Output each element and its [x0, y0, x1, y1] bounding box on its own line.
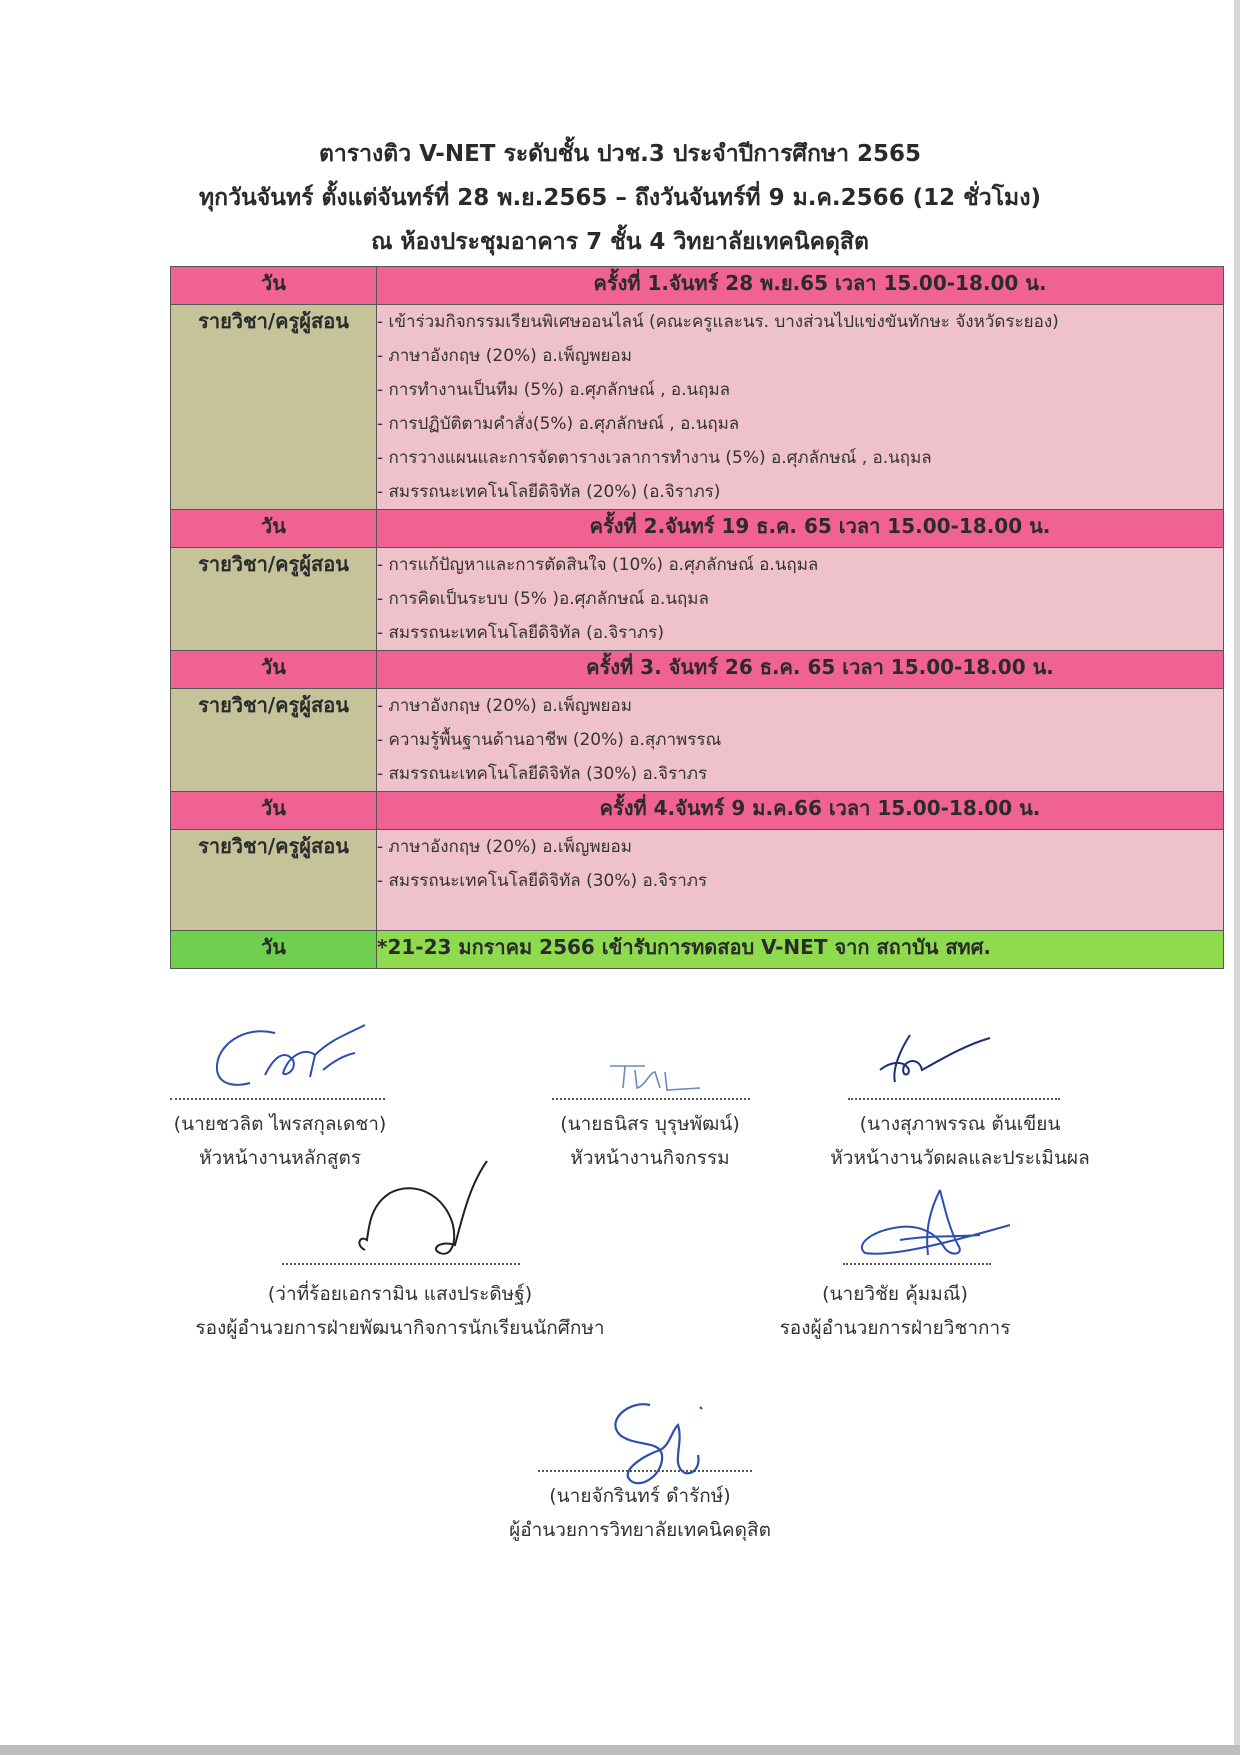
signature-mark-5 — [840, 1185, 1020, 1265]
final-note: *21-23 มกราคม 2566 เข้ารับการทดสอบ V-NET จาก สถาบัน สทศ. — [377, 931, 1224, 969]
signer-3-name: (นางสุภาพรรณ ต้นเขียน — [859, 1113, 1061, 1135]
session-2-items — [377, 548, 1224, 651]
signer-5-position: รองผู้อำนวยการฝ่ายวิชาการ — [779, 1317, 1011, 1339]
signature-mark-4 — [345, 1155, 505, 1265]
session-4-title: ครั้งที่ 4.จันทร์ 9 ม.ค.66 เวลา 15.00-18.00 น. — [377, 792, 1224, 830]
signer-5 — [740, 1277, 1050, 1345]
document-header — [0, 132, 1240, 264]
title-line-1: ตารางติว V-NET ระดับชั้น ปวช.3 ประจำปีการศึกษา 2565 — [318, 141, 922, 167]
list-item: - การวางแผนและการจัดตารางเวลาการทำงาน (5%) อ.ศุภลักษณ์ , อ.นฤมล — [377, 448, 932, 468]
signature-line — [282, 1263, 520, 1265]
session-1-body-row — [171, 305, 1224, 510]
schedule-table — [170, 266, 1224, 969]
list-item: - การปฏิบัติตามคำสั่ง(5%) อ.ศุภลักษณ์ , อ.นฤมล — [377, 414, 740, 434]
session-2-body-row — [171, 548, 1224, 651]
scan-edge-bottom — [0, 1745, 1240, 1755]
subject-label: รายวิชา/ครูผู้สอน — [171, 548, 377, 651]
list-item: - สมรรถนะเทคโนโลยีดิจิทัล (20%) (อ.จิราภร) — [377, 482, 721, 502]
list-item: - การแก้ปัญหาและการตัดสินใจ (10%) อ.ศุภลักษณ์ อ.นฤมล — [377, 555, 819, 575]
signer-4-name: (ว่าที่ร้อยเอกรามิน แสงประดิษฐ์) — [267, 1283, 533, 1305]
list-item: - ความรู้พื้นฐานด้านอาชีพ (20%) อ.สุภาพรรณ — [377, 730, 722, 750]
signer-6-name: (นายจักรินทร์ ดำรักษ์) — [549, 1485, 731, 1507]
title-line-3: ณ ห้องประชุมอาคาร 7 ชั้น 4 วิทยาลัยเทคนิคดุสิต — [371, 229, 869, 255]
session-3-title: ครั้งที่ 3. จันทร์ 26 ธ.ค. 65 เวลา 15.00-18.00 น. — [377, 651, 1224, 689]
session-1-items — [377, 305, 1224, 510]
signature-mark-3 — [870, 1030, 1000, 1090]
day-label: วัน — [171, 651, 377, 689]
session-1-header-row — [171, 267, 1224, 305]
session-3-items — [377, 689, 1224, 792]
signer-1-position: หัวหน้างานหลักสูตร — [198, 1147, 362, 1169]
subject-label: รายวิชา/ครูผู้สอน — [171, 689, 377, 792]
list-item: - สมรรถนะเทคโนโลยีดิจิทัล (อ.จิราภร) — [377, 623, 664, 643]
session-4-items — [377, 830, 1224, 931]
list-item: - การคิดเป็นระบบ (5% )อ.ศุภลักษณ์ อ.นฤมล — [377, 589, 709, 609]
signer-4-position: รองผู้อำนวยการฝ่ายพัฒนากิจการนักเรียนนักศึกษา — [195, 1317, 605, 1339]
signature-mark-2 — [605, 1058, 705, 1098]
signer-5-name: (นายวิชัย คุ้มมณี) — [822, 1283, 968, 1305]
list-item: - ภาษาอังกฤษ (20%) อ.เพ็ญพยอม — [377, 346, 632, 366]
session-3-body-row — [171, 689, 1224, 792]
signer-1-name: (นายชวลิต ไพรสกุลเดชา) — [173, 1113, 387, 1135]
day-label: วัน — [171, 267, 377, 305]
day-label: วัน — [171, 510, 377, 548]
subject-label: รายวิชา/ครูผู้สอน — [171, 305, 377, 510]
session-4-header-row — [171, 792, 1224, 830]
signature-line — [170, 1098, 385, 1100]
list-item: - ภาษาอังกฤษ (20%) อ.เพ็ญพยอม — [377, 696, 632, 716]
signer-2-position: หัวหน้างานกิจกรรม — [570, 1147, 730, 1169]
signer-4 — [150, 1277, 650, 1345]
signature-mark-1 — [205, 1015, 385, 1095]
signer-6-position: ผู้อำนวยการวิทยาลัยเทคนิคดุสิต — [509, 1519, 771, 1541]
subject-label: รายวิชา/ครูผู้สอน — [171, 830, 377, 931]
signer-6 — [470, 1479, 810, 1547]
list-item: - สมรรถนะเทคโนโลยีดิจิทัล (30%) อ.จิราภร — [377, 764, 708, 784]
session-3-header-row — [171, 651, 1224, 689]
list-item: - การทำงานเป็นทีม (5%) อ.ศุภลักษณ์ , อ.นฤมล — [377, 380, 731, 400]
signer-2 — [510, 1107, 790, 1175]
list-item: - สมรรถนะเทคโนโลยีดิจิทัล (30%) อ.จิราภร — [377, 871, 708, 891]
signature-line — [843, 1263, 991, 1265]
signer-2-name: (นายธนิสร บุรุษพัฒน์) — [560, 1113, 740, 1135]
title-line-2: ทุกวันจันทร์ ตั้งแต่จันทร์ที่ 28 พ.ย.2565 – ถึงวันจันทร์ที่ 9 ม.ค.2566 (12 ชั่วโมง) — [199, 185, 1041, 211]
signature-line — [538, 1470, 752, 1472]
session-4-body-row — [171, 830, 1224, 931]
day-label: วัน — [171, 931, 377, 969]
session-2-header-row — [171, 510, 1224, 548]
list-item: - เข้าร่วมกิจกรรมเรียนพิเศษออนไลน์ (คณะครูและนร. บางส่วนไปแข่งขันทักษะ จังหวัดระยอง) — [377, 312, 1059, 332]
list-item: - ภาษาอังกฤษ (20%) อ.เพ็ญพยอม — [377, 837, 632, 857]
final-note-row — [171, 931, 1224, 969]
session-1-title: ครั้งที่ 1.จันทร์ 28 พ.ย.65 เวลา 15.00-18.00 น. — [377, 267, 1224, 305]
signature-line — [848, 1098, 1060, 1100]
signer-3-position: หัวหน้างานวัดผลและประเมินผล — [830, 1147, 1090, 1169]
session-2-title: ครั้งที่ 2.จันทร์ 19 ธ.ค. 65 เวลา 15.00-18.00 น. — [377, 510, 1224, 548]
signature-line — [552, 1098, 750, 1100]
day-label: วัน — [171, 792, 377, 830]
signer-3 — [800, 1107, 1120, 1175]
